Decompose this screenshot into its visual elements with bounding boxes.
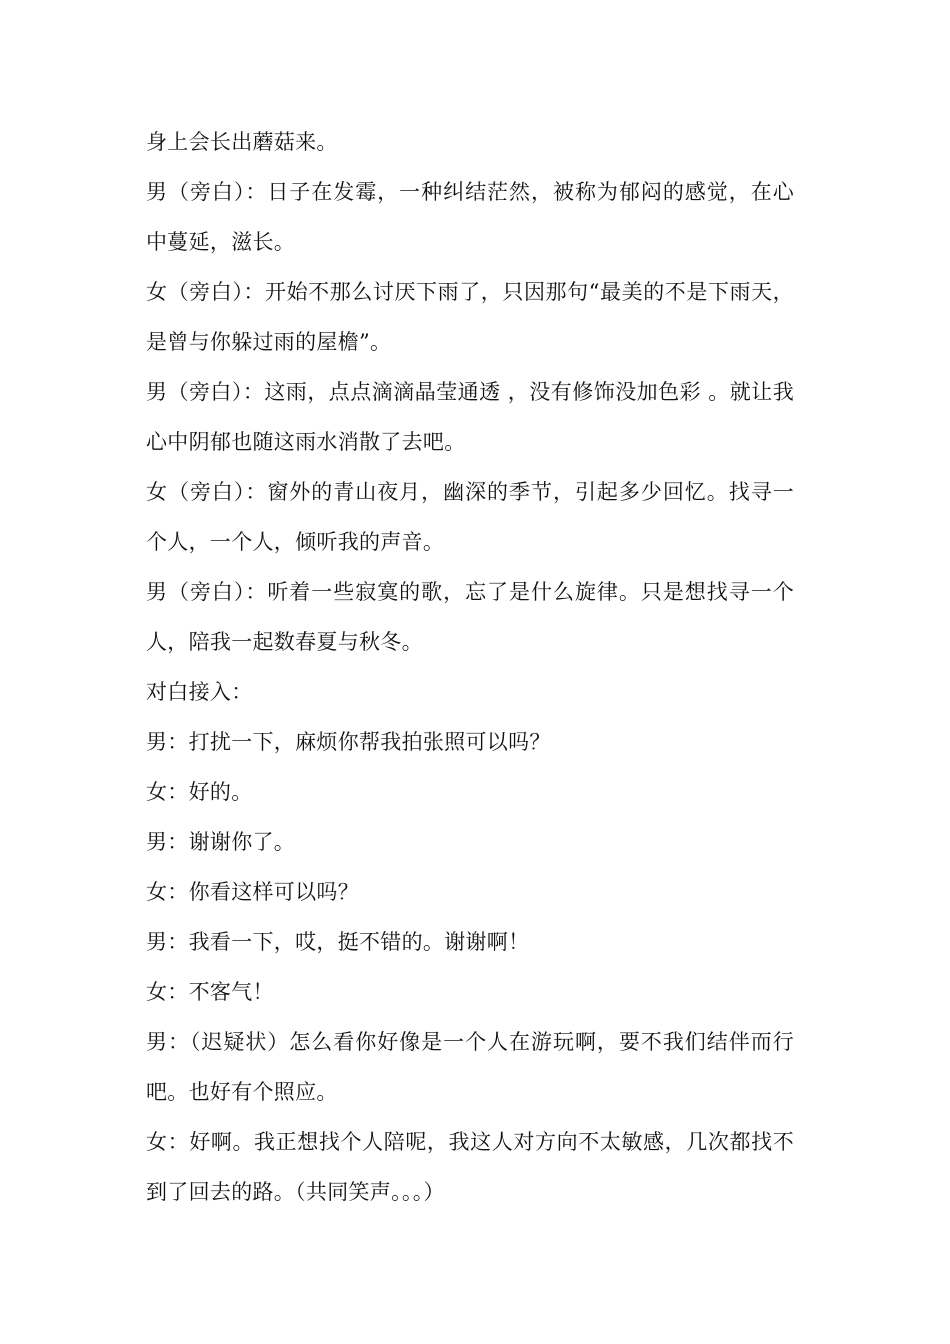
script-text: [146, 117, 794, 1217]
paragraph-5: 女（旁白）：窗外的青山夜月，幽深的季节，引起多少回忆。找寻一个人，一个人，倾听我的声音。: [146, 480, 794, 554]
paragraph-1: 身上会长出蘑菇来。: [146, 130, 338, 154]
paragraph-11: 女：你看这样可以吗？: [146, 880, 359, 904]
paragraph-4: 男（旁白）：这雨，点点滴滴晶莹通透 ，没有修饰没加色彩 。就让我心中阴郁也随这雨水消散了去吧。: [146, 380, 794, 454]
paragraph-3: 女（旁白）：开始不那么讨厌下雨了，只因那句“最美的不是下雨天，是曾与你躲过雨的屋檐”。: [146, 280, 794, 354]
paragraph-15: 女：好啊。我正想找个人陪呢，我这人对方向不太敏感，几次都找不到了回去的路。（共同笑声。。。）: [146, 1130, 794, 1204]
paragraph-13: 女：不客气！: [146, 980, 274, 1004]
paragraph-9: 女：好的。: [146, 780, 253, 804]
paragraph-2: 男（旁白）：日子在发霉，一种纠结茫然，被称为郁闷的感觉，在心中蔓延，滋长。: [146, 180, 794, 254]
paragraph-8: 男：打扰一下，麻烦你帮我拍张照可以吗？: [146, 730, 551, 754]
paragraph-12: 男：我看一下，哎，挺不错的。谢谢啊！: [146, 930, 530, 954]
paragraph-6: 男（旁白）：听着一些寂寞的歌，忘了是什么旋律。只是想找寻一个人，陪我一起数春夏与秋冬。: [146, 580, 794, 654]
paragraph-7: 对白接入：: [146, 680, 253, 704]
paragraph-10: 男：谢谢你了。: [146, 830, 296, 854]
paragraph-14: 男：（迟疑状）怎么看你好像是一个人在游玩啊，要不我们结伴而行吧。也好有个照应。: [146, 1030, 794, 1104]
